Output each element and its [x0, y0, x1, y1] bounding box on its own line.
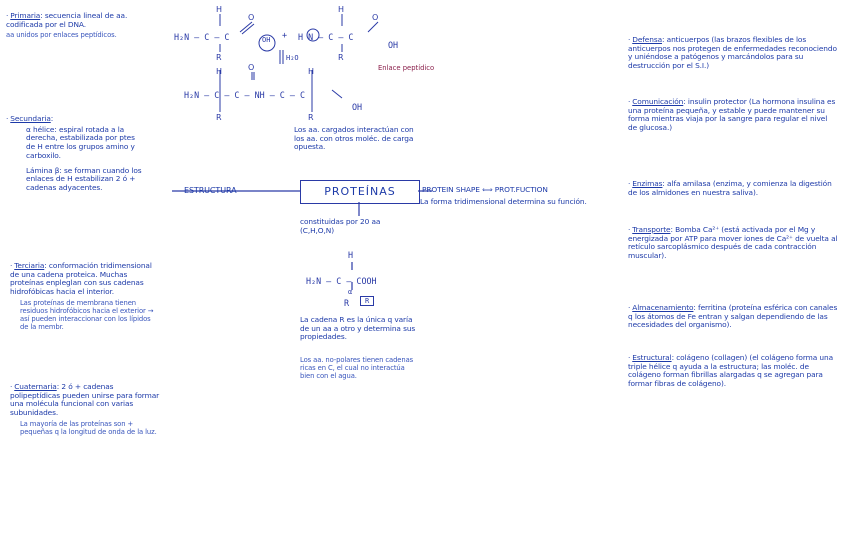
cuaternaria-text: : 2 ó + cadenas polipeptídicas pueden unirse para formar una molécula funcional con varias subunidades. — [10, 382, 160, 418]
svg-text:R: R — [216, 113, 222, 122]
aa-generic-r: R — [344, 298, 350, 308]
cuaternaria-title: Cuaternaria — [14, 382, 57, 391]
dipeptide-oh: OH — [352, 102, 363, 112]
dipeptide-formula: H₂N — C — C — NH — C — C — [184, 90, 306, 100]
constituidas-text: constituidas por 20 aa (C,H,O,N) — [300, 217, 381, 235]
svg-text:H: H — [216, 67, 223, 76]
svg-text:O: O — [248, 63, 255, 72]
primaria-title: Primaria — [10, 11, 41, 20]
secundaria-beta: Lámina β: se forman cuando los enlaces de H estabilizan 2 ó + cadenas adyacentes. — [26, 165, 142, 193]
primaria-section — [6, 12, 144, 41]
func-comunicacion — [628, 98, 838, 135]
terciaria-note: Las proteínas de membrana tienen residuos hidrofóbicos hacia el exterior → así pueden interaccionar con los lípidos de la membr. — [20, 298, 154, 331]
svg-text:H: H — [308, 67, 315, 76]
terciaria-text: : conformación tridimensional de una cadena proteica. Muchas proteínas enpleglan con sus cadenas hidrofóbicas hacia el interior. — [10, 261, 152, 297]
aa2-formula: H N — C — C — [298, 32, 354, 42]
svg-text:R: R — [216, 53, 222, 62]
secundaria-section: · Secundaria: α hélice: espiral rotada a la derecha, estabilizada por ptes de H entre los grupos amino y carboxilo. Lámina β: se forman cuando los enlaces de H estabilizan 2 ó + cadenas adyacentes. — [6, 115, 144, 195]
func-almacenamiento-title: Almacenamiento — [632, 303, 694, 312]
func-almacenamiento-text: : ferritina (proteína esférica con canales q los átomos de Fe entran y salgan dependiendo de las necesidades del organismo). — [628, 303, 838, 330]
plus-sign: + — [282, 30, 288, 40]
protein-shape-note: La forma tridimensional determina su función. — [420, 197, 587, 206]
primaria-text: : secuencia lineal de aa. codificada por el DNA. — [6, 11, 128, 29]
aa-generic-formula: H₂N — C — COOH — [306, 276, 377, 286]
func-estructural-text: : colágeno (collagen) (el colágeno forma una triple hélice q ayuda a la estructura; las moléc. de colágeno forman fibrillas alargadas q se agregan para formar fibras de colágeno). — [628, 353, 834, 389]
svg-text:H: H — [338, 5, 345, 14]
proteinas-box: PROTEÍNAS — [300, 180, 420, 204]
estructura-label: ESTRUCTURA — [184, 186, 237, 195]
aa2-oh: OH — [388, 40, 399, 50]
terciaria-title: Terciaria — [14, 261, 45, 270]
func-defensa — [628, 36, 838, 73]
func-transporte-title: Transporte — [632, 225, 671, 234]
func-enzimas-text: : alfa amilasa (enzima, y comienza la digestión de los almidones en nuestra saliva). — [628, 179, 832, 197]
radical-note: La cadena R es la única q varía de un aa a otro y determina sus propiedades. — [300, 315, 416, 342]
oh-circled: OH — [262, 36, 271, 44]
secundaria-alpha: α hélice: espiral rotada a la derecha, estabilizada por ptes de H entre los grupos amino y carboxilo. — [26, 124, 135, 160]
secundaria-title: Secundaria — [10, 114, 51, 123]
func-enzimas — [628, 180, 838, 199]
aa-generic-h: H — [348, 250, 354, 260]
func-estructural-title: Estructural — [632, 353, 672, 362]
peptide-bond-diagram — [172, 2, 402, 122]
enlace-peptidico-label: Enlace peptídico — [378, 64, 435, 72]
amino-interaction-note: Los aa. cargados interactúan con los aa. con otros moléc. de carga opuesta. — [294, 125, 414, 152]
cuaternaria-note: La mayoría de las proteínas son + pequeñas q la longitud de onda de la luz. — [20, 419, 157, 436]
svg-text:H: H — [216, 5, 223, 14]
func-almacenamiento — [628, 304, 838, 332]
func-estructural — [628, 354, 838, 391]
svg-text:R: R — [338, 53, 344, 62]
func-transporte-text: : Bomba Ca²⁺ (está activada por el Mg y energizada por ATP para mover iones de Ca²⁺ de vuelta al retículo sarcoplásmico después de cada contracción muscular). — [628, 225, 838, 261]
func-defensa-text: : anticuerpos (las brazos flexibles de los anticuerpos nos protegen de enfermedades reconociendo y uniéndose a patógenos y marcándolos para su destrucción por el S.I.) — [628, 35, 837, 71]
r-box: R — [360, 296, 374, 306]
water-label: H₂O — [286, 54, 299, 62]
nonpolar-note: Los aa. no-polares tienen cadenas ricas en C, el cual no interactúa bien con el agua. — [300, 356, 414, 381]
svg-text:O: O — [248, 13, 255, 22]
protein-shape-label: PROTEIN SHAPE ⟺ PROT.FUCTION — [422, 185, 548, 194]
alpha-carbon-label: α — [348, 288, 353, 296]
func-comunicacion-title: Comunicación — [632, 97, 684, 106]
func-transporte — [628, 226, 838, 263]
svg-text:O: O — [372, 13, 379, 22]
func-comunicacion-text: : insulin protector (La hormona insulina es una proteína pequeña, y estable y puede mantener su forma mientras viaja por la sangre para regular el nivel de glucosa.) — [628, 97, 836, 133]
primaria-note: aa unidos por enlaces peptídicos. — [6, 31, 117, 40]
svg-text:R: R — [308, 113, 314, 122]
func-enzimas-title: Enzimas — [632, 179, 663, 188]
func-defensa-title: Defensa — [632, 35, 663, 44]
aa1-formula: H₂N — C — C — [174, 32, 230, 42]
